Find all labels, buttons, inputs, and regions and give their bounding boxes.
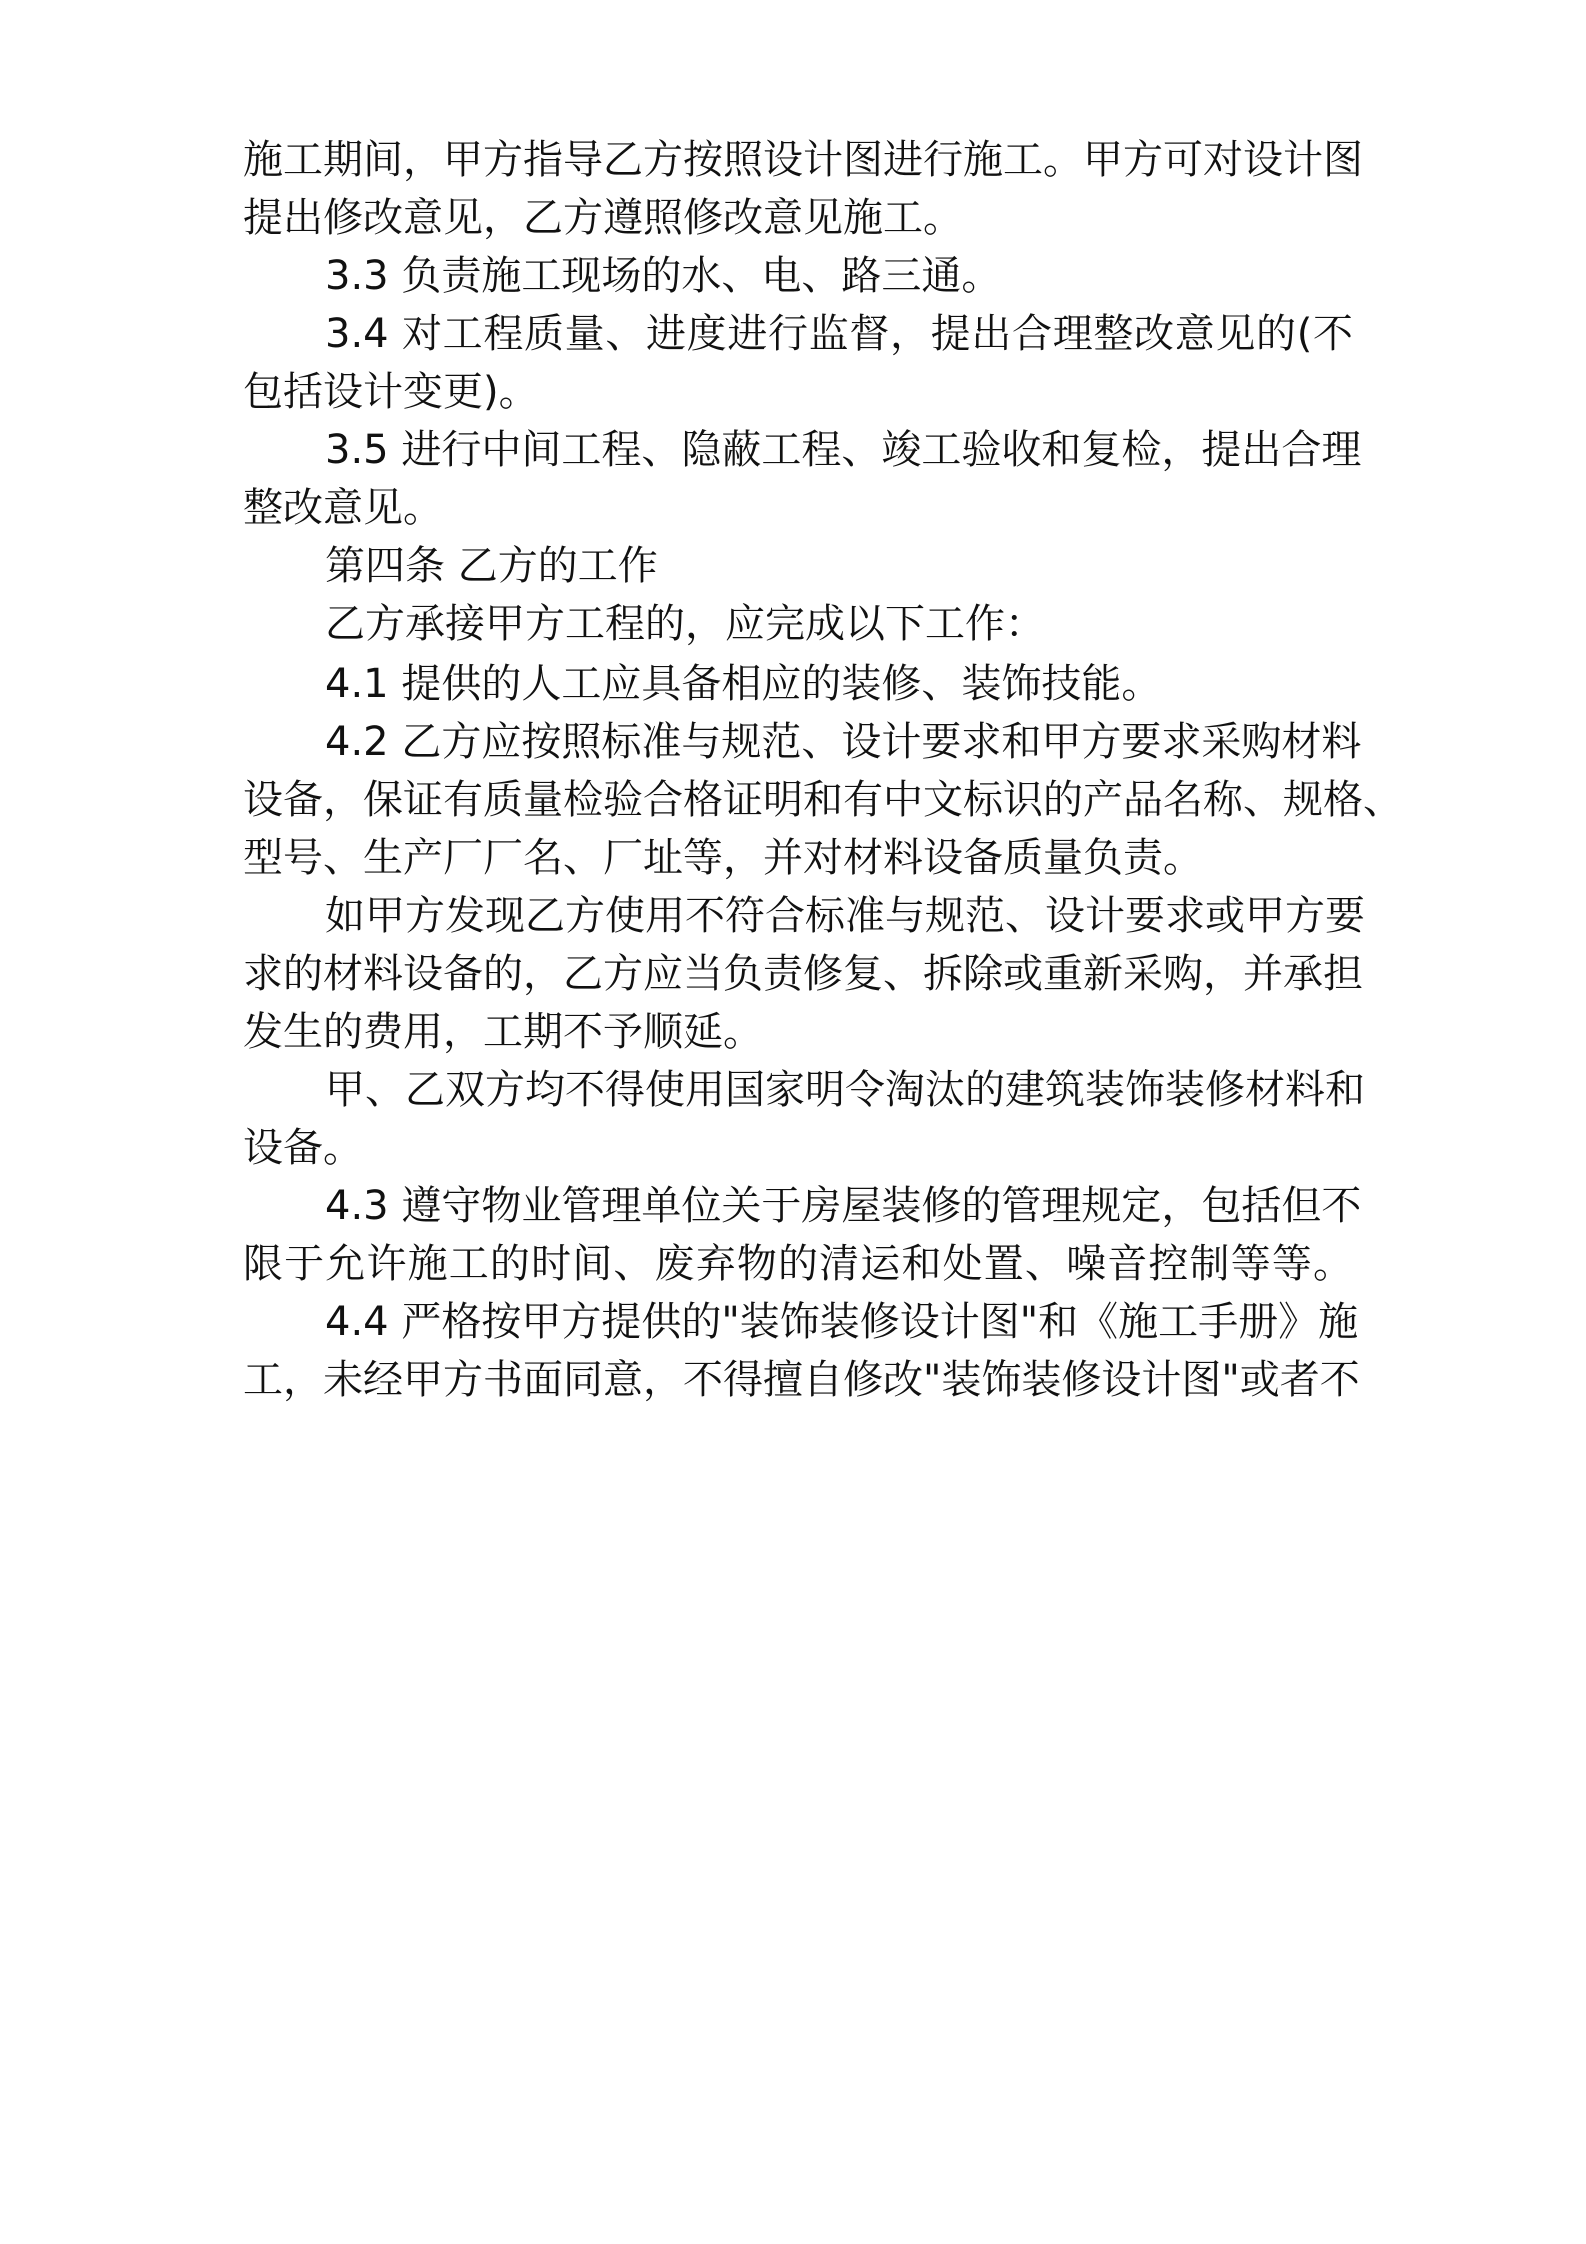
text-line: 4.1 提供的人工应具备相应的装修、装饰技能。 [325,661,1162,707]
text-line: 求的材料设备的，乙方应当负责修复、拆除或重新采购，并承担 [243,951,1363,997]
text-line: 4.3 遵守物业管理单位关于房屋装修的管理规定，包括但不 [325,1183,1362,1229]
text-line: 型号、生产厂厂名、厂址等，并对材料设备质量负责。 [243,835,1203,881]
text-line: 乙方承接甲方工程的，应完成以下工作： [325,601,1045,647]
text-line: 4.4 严格按甲方提供的"装饰装修设计图"和《施工手册》施 [325,1299,1359,1345]
text-line: 如甲方发现乙方使用不符合标准与规范、设计要求或甲方要 [325,893,1365,939]
text-line: 3.3 负责施工现场的水、电、路三通。 [325,253,1002,299]
text-line: 设备，保证有质量检验合格证明和有中文标识的产品名称、规格、 [243,777,1403,823]
text-line: 限于允许施工的时间、废弃物的清运和处置、噪音控制等等。 [243,1241,1353,1287]
text-line: 3.4 对工程质量、进度进行监督，提出合理整改意见的(不 [325,311,1353,357]
text-line: 提出修改意见，乙方遵照修改意见施工。 [243,195,963,241]
text-line: 设备。 [243,1125,363,1171]
text-line: 包括设计变更)。 [243,369,539,415]
text-line: 工，未经甲方书面同意，不得擅自修改"装饰装修设计图"或者不 [243,1357,1360,1403]
text-line: 3.5 进行中间工程、隐蔽工程、竣工验收和复检，提出合理 [325,427,1362,473]
text-line: 甲、乙双方均不得使用国家明令淘汰的建筑装饰装修材料和 [325,1067,1365,1113]
text-line: 整改意见。 [243,485,443,531]
text-line: 4.2 乙方应按照标准与规范、设计要求和甲方要求采购材料 [325,719,1362,765]
text-line: 发生的费用，工期不予顺延。 [243,1009,763,1055]
section-heading: 第四条 乙方的工作 [325,543,658,589]
text-line: 施工期间，甲方指导乙方按照设计图进行施工。甲方可对设计图 [243,137,1363,183]
